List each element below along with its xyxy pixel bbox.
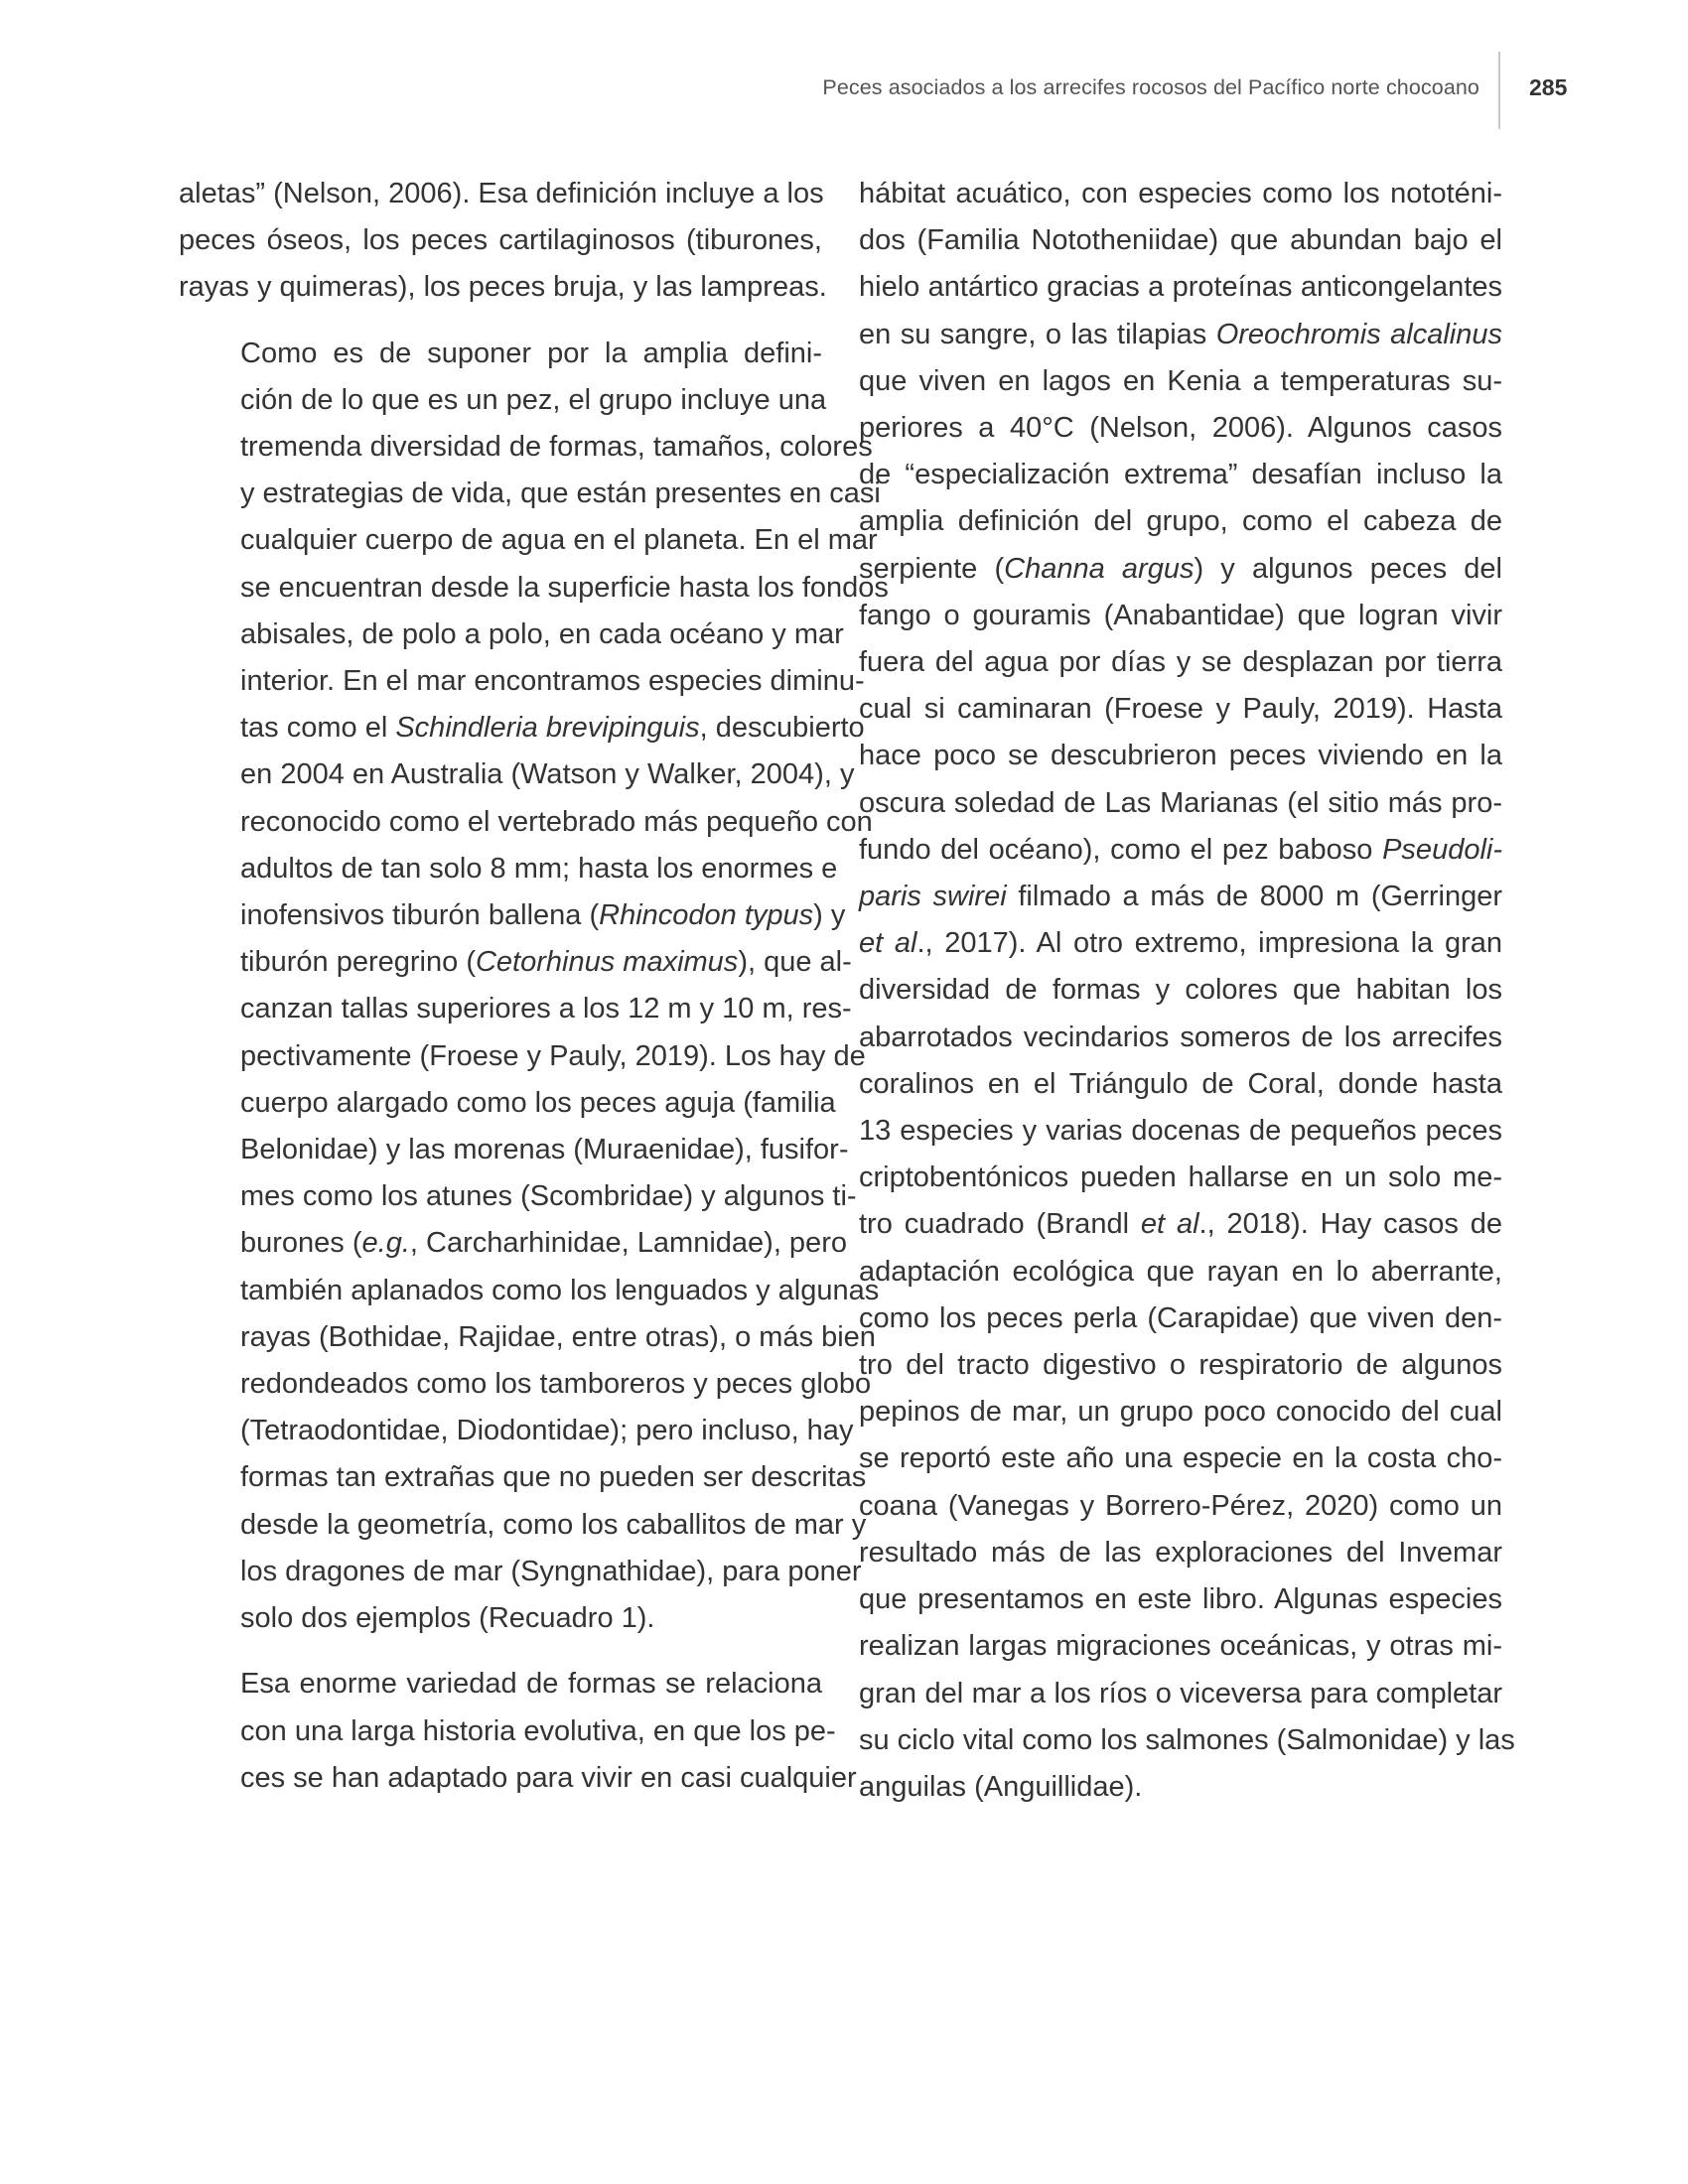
text-line: interior. En el mar encontramos especies diminu-	[240, 665, 865, 698]
text-line: resultado más de las exploraciones del Invemar	[859, 1536, 1502, 1569]
text-line: Esa enorme variedad de formas se relaciona	[240, 1668, 822, 1701]
paragraph	[179, 171, 827, 312]
header-divider	[1498, 52, 1500, 129]
text-line: 13 especies y varias docenas de pequeños peces	[859, 1115, 1502, 1148]
text-line: ces se han adaptado para vivir en casi cualquier	[240, 1761, 857, 1794]
text-line: tro cuadrado (Brandl et al., 2018). Hay casos de	[859, 1208, 1502, 1241]
text-line: de “especialización extrema” desafían incluso la	[859, 459, 1502, 491]
text-line: hace poco se descubrieron peces viviendo en la	[859, 740, 1502, 772]
text-line: Como es de suponer por la amplia defini-	[240, 337, 822, 369]
text-line: en 2004 en Australia (Watson y Walker, 2004), y	[240, 758, 855, 791]
text-line: se reportó este año una especie en la costa cho-	[859, 1442, 1502, 1475]
text-line: reconocido como el vertebrado más pequeño con	[240, 805, 873, 838]
text-line: también aplanados como los lenguados y algunas	[240, 1274, 880, 1306]
text-line: fango o gouramis (Anabantidae) que logran vivir	[859, 599, 1502, 631]
text-line: rayas y quimeras), los peces bruja, y las lampreas.	[179, 271, 827, 304]
text-line: tas como el Schindleria brevipinguis, descubierto	[240, 712, 865, 745]
text-line: con una larga historia evolutiva, en que los pe-	[240, 1714, 836, 1747]
text-line: su ciclo vital como los salmones (Salmonidae) y las	[859, 1723, 1515, 1756]
text-line: paris swirei filmado a más de 8000 m (Gerringer	[859, 881, 1502, 913]
text-line: cual si caminaran (Froese y Pauly, 2019). Hasta	[859, 693, 1502, 726]
text-line: diversidad de formas y colores que habitan los	[859, 974, 1502, 1007]
text-line: dos (Familia Nototheniidae) que abundan bajo el	[859, 224, 1502, 257]
text-line: adultos de tan solo 8 mm; hasta los enormes e	[240, 852, 838, 885]
text-line: coralinos en el Triángulo de Coral, donde hasta	[859, 1067, 1502, 1100]
text-line: que presentamos en este libro. Algunas especies	[859, 1583, 1502, 1616]
text-line: cuerpo alargado como los peces aguja (familia	[240, 1086, 836, 1119]
text-line: peces óseos, los peces cartilaginosos (tiburones,	[179, 224, 822, 257]
text-line: et al., 2017). Al otro extremo, impresiona la gran	[859, 927, 1502, 960]
text-line: burones (e.g., Carcharhinidae, Lamnidae), pero	[240, 1227, 847, 1260]
text-line: criptobentónicos pueden hallarse en un solo me-	[859, 1161, 1502, 1194]
text-line: redondeados como los tamboreros y peces globo	[240, 1368, 872, 1401]
text-line: desde la geometría, como los caballitos de mar y	[240, 1508, 867, 1541]
text-line: mes como los atunes (Scombridae) y algunos ti-	[240, 1180, 857, 1213]
text-line: serpiente (Channa argus) y algunos peces del	[859, 552, 1502, 585]
text-line: rayas (Bothidae, Rajidae, entre otras), o más bien	[240, 1320, 876, 1353]
text-line: anguilas (Anguillidae).	[859, 1770, 1143, 1803]
paragraph	[179, 1661, 857, 1802]
text-line: adaptación ecológica que rayan en lo aberrante,	[859, 1255, 1502, 1288]
page-number: 285	[1529, 74, 1568, 100]
text-line: hábitat acuático, con especies como los nototéni-	[859, 178, 1502, 209]
text-line: en su sangre, o las tilapias Oreochromis alcalinus	[859, 318, 1502, 350]
paragraph	[179, 331, 889, 1643]
text-line: tiburón peregrino (Cetorhinus maximus), que al-	[240, 946, 852, 979]
text-line: pepinos de mar, un grupo poco conocido del cual	[859, 1396, 1502, 1429]
text-line: amplia definición del grupo, como el cabeza de	[859, 505, 1502, 538]
text-line: abisales, de polo a polo, en cada océano y mar	[240, 617, 844, 650]
text-line: como los peces perla (Carapidae) que viven den-	[859, 1301, 1502, 1334]
text-line: solo dos ejemplos (Recuadro 1).	[240, 1602, 655, 1635]
text-line: abarrotados vecindarios someros de los arrecifes	[859, 1021, 1502, 1053]
text-line: periores a 40°C (Nelson, 2006). Algunos casos	[859, 412, 1502, 445]
text-line: y estrategias de vida, que están presentes en casi	[240, 478, 881, 510]
text-line: se encuentran desde la superficie hasta los fondos	[240, 571, 889, 604]
text-line: fuera del agua por días y se desplazan por tierra	[859, 646, 1502, 679]
text-line: formas tan extrañas que no pueden ser descritas	[240, 1461, 867, 1494]
text-line: tremenda diversidad de formas, tamaños, colores	[240, 431, 873, 464]
text-line: ción de lo que es un pez, el grupo incluye una	[240, 383, 827, 416]
text-line: gran del mar a los ríos o viceversa para completar	[859, 1677, 1502, 1709]
text-line: los dragones de mar (Syngnathidae), para poner	[240, 1555, 862, 1587]
text-line: aletas” (Nelson, 2006). Esa definición incluye a los	[179, 178, 824, 209]
left-text-column	[179, 171, 889, 1802]
text-line: canzan tallas superiores a los 12 m y 10 m, res-	[240, 993, 852, 1025]
text-line: tro del tracto digestivo o respiratorio de algunos	[859, 1349, 1502, 1382]
right-text-column	[859, 171, 1515, 1811]
text-line: cualquier cuerpo de agua en el planeta. En el mar	[240, 524, 878, 557]
paragraph	[859, 171, 1515, 1811]
text-line: inofensivos tiburón ballena (Rhincodon typus) y	[240, 899, 846, 932]
text-line: que viven en lagos en Kenia a temperaturas su-	[859, 364, 1502, 397]
text-line: fundo del océano), como el pez baboso Pseudoli-	[859, 833, 1502, 866]
text-line: realizan largas migraciones oceánicas, y otras mi-	[859, 1630, 1502, 1663]
text-line: coana (Vanegas y Borrero-Pérez, 2020) como un	[859, 1489, 1502, 1522]
text-line: hielo antártico gracias a proteínas anticongelantes	[859, 271, 1502, 304]
running-title: Peces asociados a los arrecifes rocosos del Pacífico norte chocoano	[822, 75, 1479, 99]
text-line: oscura soledad de Las Marianas (el sitio más pro-	[859, 786, 1502, 819]
text-line: (Tetraodontidae, Diodontidae); pero incluso, hay	[240, 1415, 854, 1447]
text-line: pectivamente (Froese y Pauly, 2019). Los hay de	[240, 1039, 866, 1072]
text-line: Belonidae) y las morenas (Muraenidae), fusifor-	[240, 1134, 849, 1166]
